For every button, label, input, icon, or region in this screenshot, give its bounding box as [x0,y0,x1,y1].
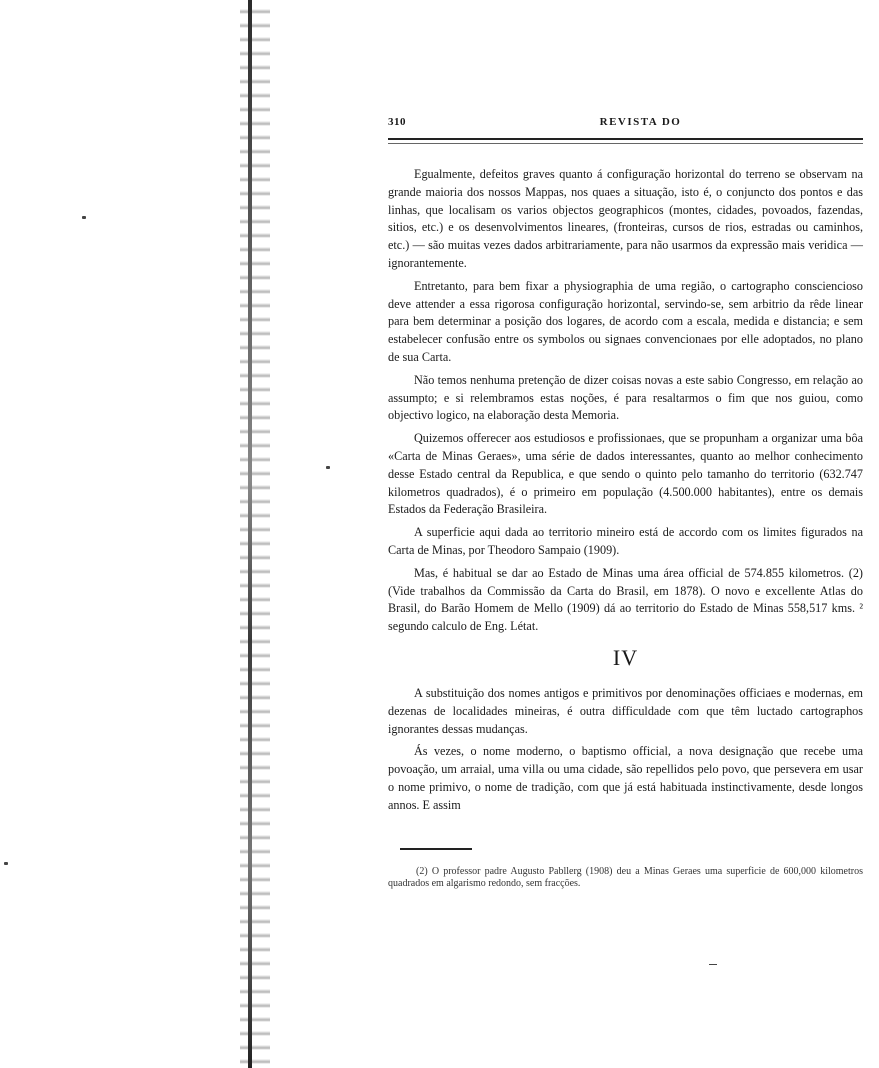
paragraph: Entretanto, para bem fixar a physiographia de uma região, o cartographo consciencioso deve attender a essa rigorosa configuração horizontal, servindo-se, sem arbitrio da rêde linear para bem determinar a posição dos logares, de acordo com a escala, medida e distancia; e sem estabelecer confusão entre os symbolos ou signaes convencionaes por elle adoptados, no plano de sua Carta. [388,278,863,364]
paragraph: Quizemos offerecer aos estudiosos e profissionaes, que se propunham a organizar uma bôa «Carta de Minas Geraes», uma série de dados interessantes, quanto ao melhor conhecimento desse Estado central da Republica, e que sendo o quinto pelo tamanho do territorio (632.747 kilometros quadrados), é o primeiro em população (4.500.000 habitantes), entre os demais Estados da Federação Brasileira. [388,431,863,517]
book-spine-edge [248,0,252,1068]
running-head: REVISTA DO [599,116,682,128]
paper-mark [709,964,717,965]
page-header [388,116,863,134]
page-number: 310 [388,116,406,128]
footnote-text: (2) O professor padre Augusto Pabllerg (1908) deu a Minas Geraes uma superficie de 600,000 kilometros quadrados em algarismo redondo, sem fracções. [388,865,863,889]
section-number: IV [612,644,639,670]
book-binding-shadow [240,0,270,1068]
paragraph: A substituição dos nomes antigos e primitivos por denominações officiaes e modernas, em dezenas de localidades mineiras, é outra difficuldade com que têm luctado cartographos ignorantes dessas mudanças. [388,685,863,736]
paragraph: Egualmente, defeitos graves quanto á configuração horizontal do terreno se observam na grande maioria dos nossos Mappas, nos quaes a situação, isto é, o conjuncto dos pontos e das linhas, que localisam os varios objectos geographicos (montes, cidades, povoados, fazendas, sitios, etc.) e os desenvolvimentos lineares, (fronteiras, cursos de rios, estradas ou caminhos, etc.) — são muitas vezes dados arbitrariamente, para não usarmos da expressão mais veridica — ignorantemente. [388,167,863,270]
paper-speck [4,862,8,865]
footnote-rule [400,848,472,850]
page-body [388,166,863,815]
paragraph: Não temos nenhuma pretenção de dizer coisas novas a este sabio Congresso, em relação ao assumpto; e si relembramos estas noções, é para resaltarmos o fim que nos guiou, como objectivo logico, na elaboração desta Memoria. [388,372,863,423]
paper-speck [326,466,330,469]
footnote [388,866,863,890]
paragraph: Ás vezes, o nome moderno, o baptismo official, a nova designação que recebe uma povoação, um arraial, uma villa ou uma cidade, são repellidos pelo povo, que persevera em usar o nome primivo, o nome de tradição, com que já está habituada instinctivamente, desde longos annos. E assim [388,744,863,812]
page-gutter [0,0,275,1068]
paper-speck [82,216,86,219]
book-page [388,116,863,890]
header-rule [388,138,863,144]
paragraph: Mas, é habitual se dar ao Estado de Minas uma área official de 574.855 kilometros. (2) (Vide trabalhos da Commissão da Carta do Brasil, em 1878). O novo e excellente Atlas do Brasil, do Barão Homem de Mello (1909) dá ao territorio do Estado de Minas 558,517 kms. ² segundo calculo de Eng. Létat. [388,565,863,634]
paragraph: A superficie aqui dada ao territorio mineiro está de accordo com os limites figurados na Carta de Minas, por Theodoro Sampaio (1909). [388,525,863,557]
